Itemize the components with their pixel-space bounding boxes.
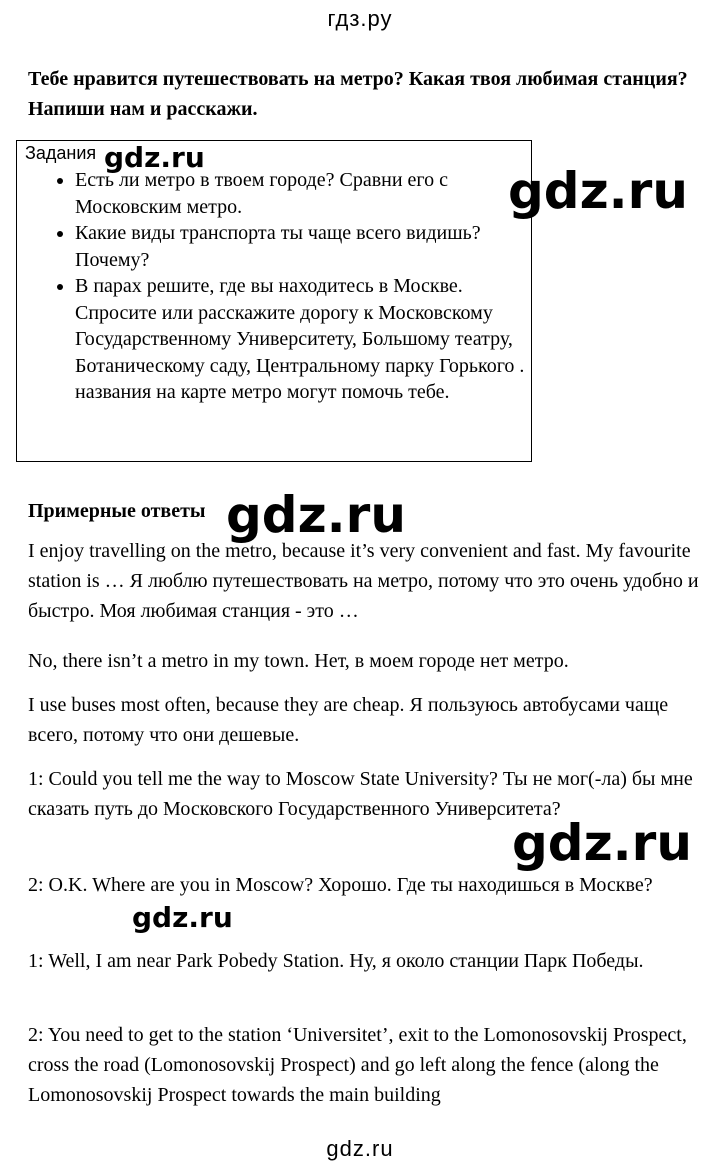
site-footer: gdz.ru [326,1136,394,1161]
task-item: • Какие виды транспорта ты чаще всего видишь? Почему? [75,220,533,273]
answer-paragraph: I use buses most often, because they are cheap. Я пользуюсь автобусами чаще всего, потому что они дешевые. [28,694,669,746]
watermark-logo: gdz.ru [512,814,692,872]
site-header: гдз.ру [327,6,393,31]
task-item: • Есть ли метро в твоем городе? Сравни его с Московским метро. [75,167,533,220]
answer-paragraph: I enjoy travelling on the metro, because it’s very convenient and fast. My favourite station is … Я люблю путешествовать на метро, потому что это очень удобно и быстро. Моя любимая станция - это … [28,540,699,622]
answers-title: Примерные ответы [28,500,206,522]
watermark-logo: gdz.ru [132,901,233,934]
answer-paragraph: 2: You need to get to the station ‘Universitet’, exit to the Lomonosovskij Prospect, cross the road (Lomonosovskij Prospect) and go left along the fence (along the Lomonosovskij Prospect towards the main building [28,1024,687,1106]
answer-paragraph: No, there isn’t a metro in my town. Нет, в моем городе нет метро. [28,650,569,672]
task-list [17,167,533,406]
task-item: • В парах решите, где вы находитесь в Москве. Спросите или расскажите дорогу к Московскому Государственному Университету, Большому театру, Ботаническому саду, Центральному парку Горького . названия на карте метро могут помочь тебе. [75,273,533,406]
watermark-logo: gdz.ru [226,486,406,544]
task-box-title: Задания [25,143,97,163]
answer-paragraph: 2: O.K. Where are you in Moscow? Хорошо. Где ты находишься в Москве? [28,874,653,896]
question-text: Тебе нравится путешествовать на метро? Какая твоя любимая станция? Напиши нам и расскажи. [28,68,688,120]
watermark-logo: gdz.ru [508,162,688,220]
task-box [16,140,532,462]
watermark-logo: gdz.ru [104,141,205,174]
answer-paragraph: 1: Could you tell me the way to Moscow State University? Ты не мог(-ла) бы мне сказать путь до Московского Государственного Университета? [28,768,693,820]
answer-paragraph: 1: Well, I am near Park Pobedy Station. Ну, я около станции Парк Победы. [28,950,644,972]
